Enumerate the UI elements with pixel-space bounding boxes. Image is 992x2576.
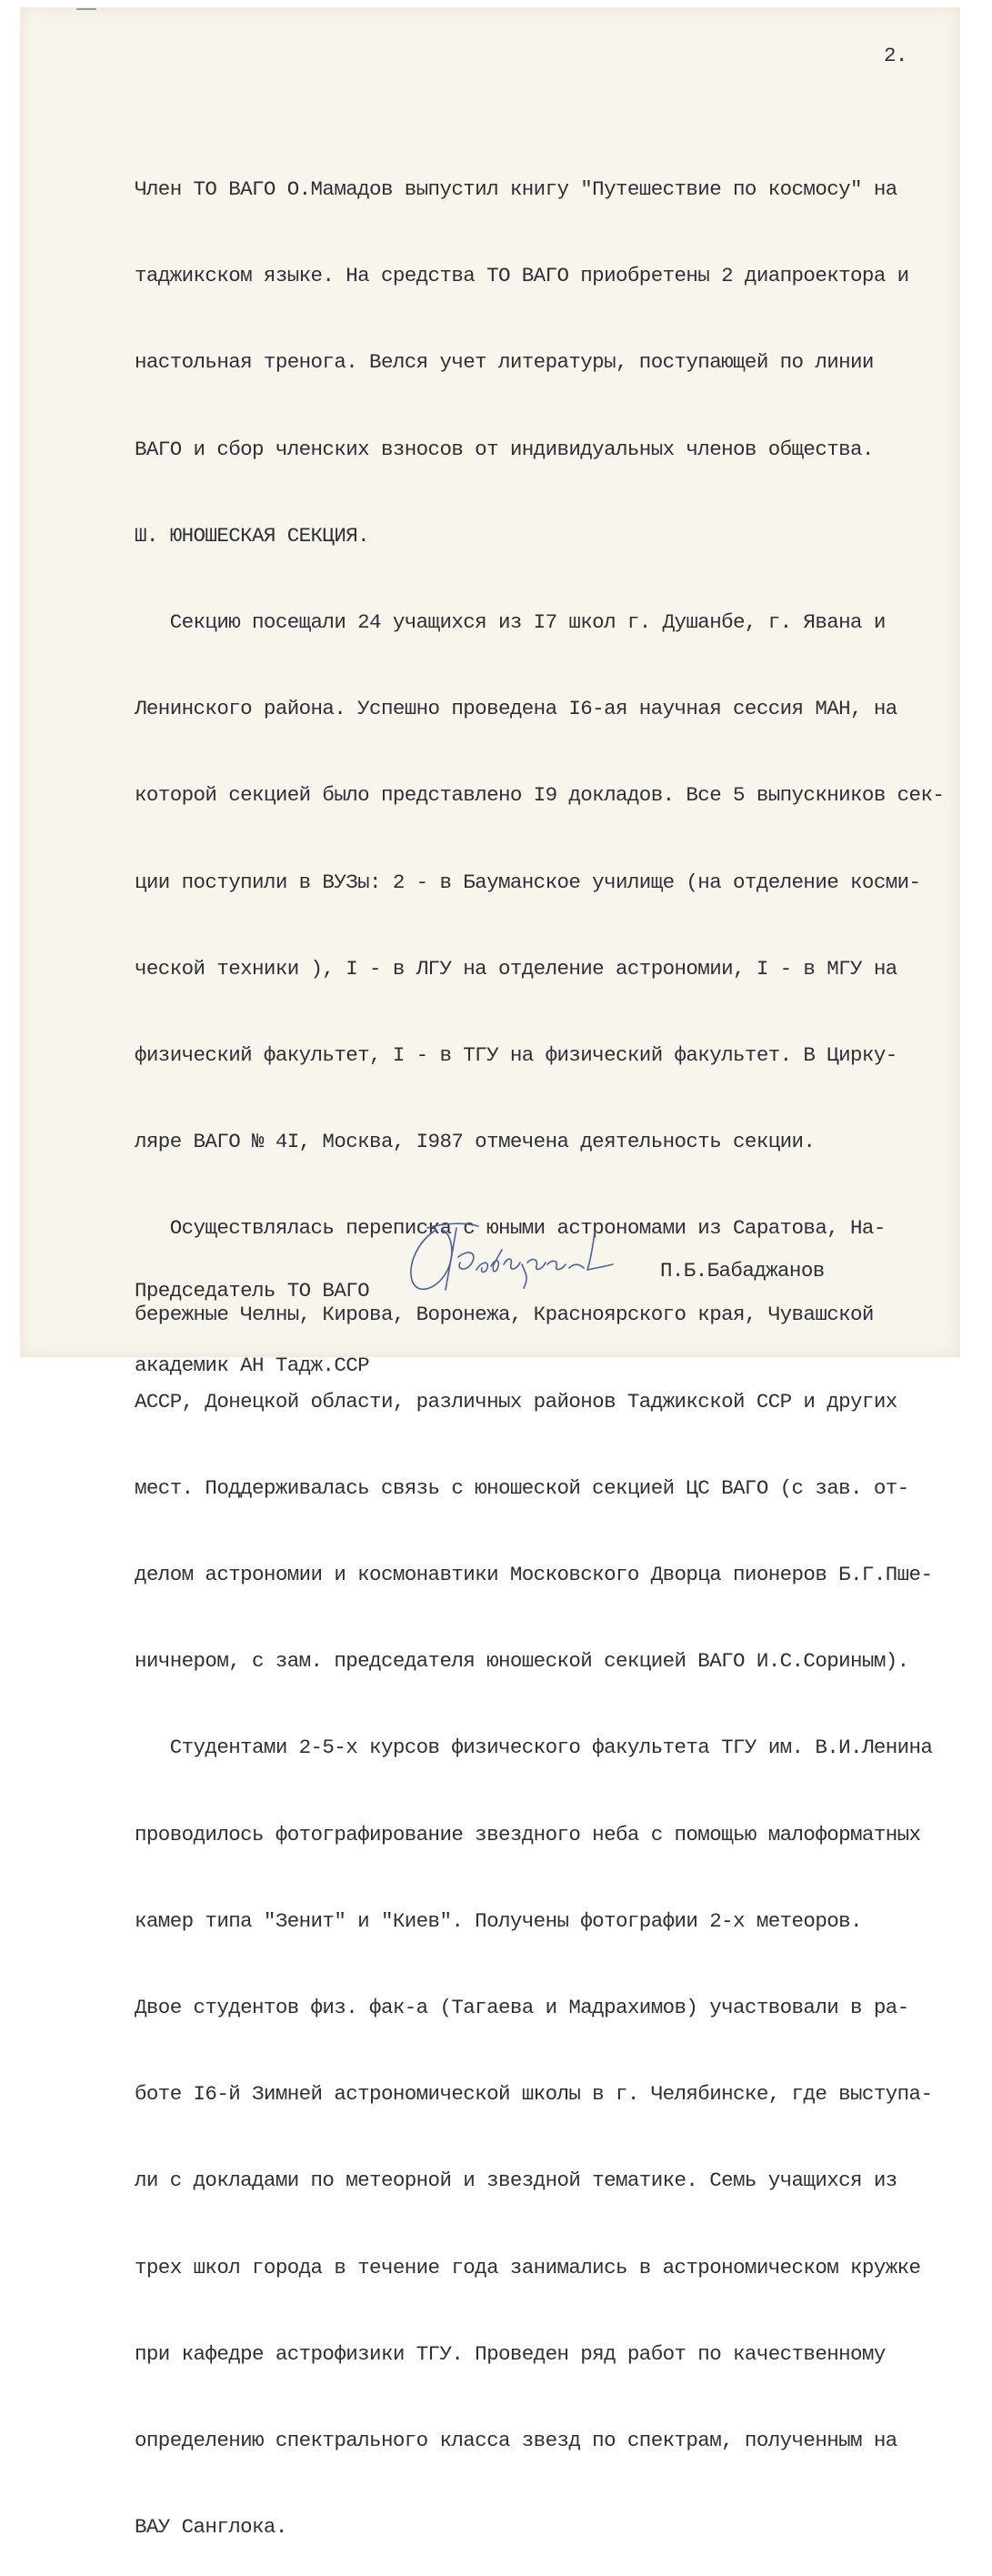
text-line: Член ТО ВАГО О.Мамадов выпустил книгу "Путешествие по космосу" на (135, 177, 897, 201)
text-line: ческой техники ), I - в ЛГУ на отделение астрономии, I - в МГУ на (135, 956, 897, 981)
text-line: которой секцией было представлено I9 докладов. Все 5 выпускников сек- (135, 783, 945, 808)
text-line: Секцию посещали 24 учащихся из I7 школ г. Душанбе, г. Явана и (135, 609, 886, 634)
section-heading: Ш. ЮНОШЕСКАЯ СЕКЦИЯ. (135, 523, 370, 548)
text-line: ляре ВАГО № 4I, Москва, I987 отмечена деятельность секции. (135, 1130, 816, 1154)
text-line: физический факультет, I - в ТГУ на физический факультет. В Цирку- (135, 1042, 897, 1067)
text-line: проводилось фотографирование звездного неба с помощью малоформатных (135, 1822, 921, 1846)
text-line: боте I6-й Зимней астрономической школы в г. Челябинске, где выступа- (135, 2082, 933, 2107)
text-line: делом астрономии и космонавтики Московского Дворца пионеров Б.Г.Пше- (135, 1563, 933, 1586)
text-line: камер типа "Зенит" и "Киев". Получены фотографии 2-х метеоров. (135, 1908, 862, 1933)
text-line: ВАГО и сбор членских взносов от индивидуальных членов общества. (135, 437, 874, 461)
text-line: трех школ города в течение года занимались в астрономическом кружке (135, 2255, 921, 2279)
signatory-rank: академик АН Тадж.ССР (135, 1353, 370, 1377)
text-line: ничнером, с зам. председателя юношеской секцией ВАГО И.С.Сориным). (135, 1649, 909, 1674)
text-line: Осуществлялась переписка с юными астрономами из Саратова, На- (135, 1216, 886, 1241)
text-line: Студентами 2-5-х курсов физического факультета ТГУ им. В.И.Ленина (135, 1736, 933, 1760)
handwritten-signature-icon (400, 1210, 618, 1301)
text-line: Двое студентов физ. фак-а (Тагаева и Мадрахимов) участвовали в ра- (135, 1995, 909, 2019)
signatory-position: Председатель ТО ВАГО (135, 1279, 370, 1303)
text-line: бережные Челны, Кирова, Воронежа, Красноярского края, Чувашской (135, 1303, 874, 1327)
text-line: Ленинского района. Успешно проведена I6-ая научная сессия МАН, на (135, 697, 897, 721)
text-line: при кафедре астрофизики ТГУ. Проведен ряд работ по качественному (135, 2341, 886, 2366)
text-line: ции поступили в ВУЗы: 2 - в Бауманское училище (на отделение косми- (135, 870, 921, 894)
page-number: 2. (884, 44, 907, 67)
text-line: ВАУ Санглока. (135, 2515, 287, 2540)
signatory-title (135, 1231, 369, 1404)
signatory-name: П.Б.Бабаджанов (660, 1259, 825, 1283)
text-line: определению спектрального класса звезд по спектрам, полученным на (135, 2428, 897, 2452)
text-line: таджикском языке. На средства ТО ВАГО приобретены 2 диапроектора и (135, 264, 909, 288)
paper-edge-mark (76, 8, 96, 10)
text-line: АССР, Донецкой области, различных районов Таджикской ССР и других (135, 1389, 897, 1414)
text-line: мест. Поддерживалась связь с юношеской секцией ЦС ВАГО (с зав. от- (135, 1475, 909, 1500)
text-line: настольная тренога. Велся учет литературы, поступающей по линии (135, 350, 874, 375)
text-line: ли с докладами по метеорной и звездной тематике. Семь учащихся из (135, 2168, 897, 2193)
